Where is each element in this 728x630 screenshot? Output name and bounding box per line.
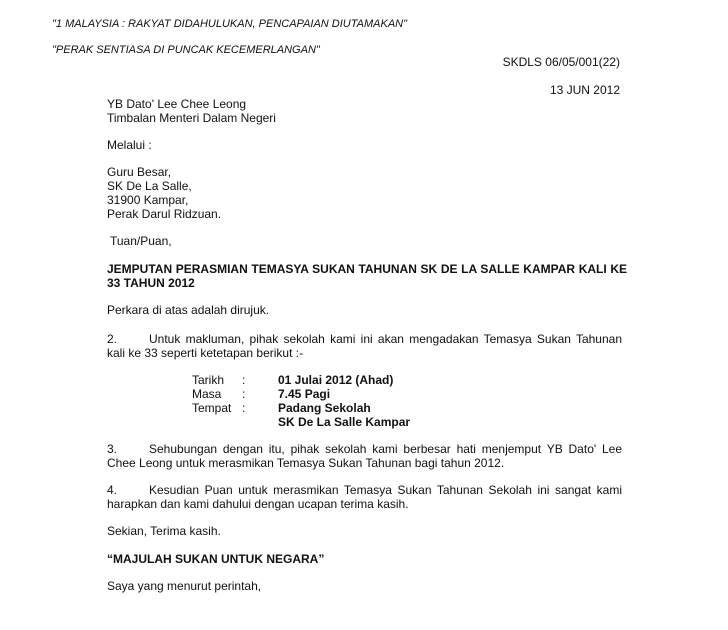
detail-row-date [192,373,592,387]
detail-label: Masa [192,387,222,401]
letter-date: 13 JUN 2012 [549,83,620,97]
recipient-title: Timbalan Menteri Dalam Negeri [107,111,276,125]
detail-value: Padang Sekolah [278,401,371,415]
motto: “MAJULAH SUKAN UNTUK NEGARA” [107,552,325,566]
letter-subject: JEMPUTAN PERASMIAN TEMASYA SUKAN TAHUNAN SK DE LA SALLE KAMPAR KALI KE 33 TAHUN 2012 [107,262,627,290]
salutation: Tuan/Puan, [110,234,172,248]
detail-colon: : [242,387,246,401]
via-line: SK De La Salle, [107,179,192,193]
paragraph-3 [107,442,622,470]
via-address [107,165,221,221]
reference-number: SKDLS 06/05/001(22) [502,55,620,69]
closing-line: Sekian, Terima kasih. [107,524,221,538]
recipient-block [107,97,276,125]
slogan-perak: "PERAK SENTIASA DI PUNCAK KECEMERLANGAN" [52,44,320,56]
detail-colon: : [242,401,246,415]
via-line: Perak Darul Ridzuan. [107,207,222,221]
detail-value: 01 Julai 2012 (Ahad) [278,373,394,387]
detail-label: Tarikh [192,373,225,387]
via-label: Melalui : [107,138,152,152]
paragraph-number: 4. [107,483,118,497]
detail-value: SK De La Salle Kampar [278,415,411,429]
paragraph-text: Untuk makluman, pihak sekolah kami ini akan mengadakan Temasya Sukan Tahunan kali ke 33 seperti ketetapan berikut :- [107,332,622,360]
paragraph-2 [107,332,622,360]
paragraph-4 [107,483,622,511]
detail-colon: : [242,373,246,387]
paragraph-text: Sehubungan dengan itu, pihak sekolah kami berbesar hati menjemput YB Dato' Lee Chee Leong untuk merasmikan Temasya Sukan Tahunan bagi tahun 2012. [107,442,622,470]
detail-row-venue [192,401,592,415]
via-line: 31900 Kampar, [107,193,189,207]
recipient-name: YB Dato' Lee Chee Leong [107,97,247,111]
detail-value: 7.45 Pagi [278,387,331,401]
sign-off: Saya yang menurut perintah, [107,579,262,593]
detail-row-venue-school [192,415,592,429]
slogan-1malaysia: "1 MALAYSIA : RAKYAT DIDAHULUKAN, PENCAPAIAN DIUTAMAKAN" [52,18,408,30]
detail-row-time [192,387,592,401]
paragraph-number: 3. [107,442,118,456]
via-line: Guru Besar, [107,165,172,179]
detail-label: Tempat [192,401,232,415]
intro-paragraph: Perkara di atas adalah dirujuk. [107,303,270,317]
paragraph-number: 2. [107,332,118,346]
paragraph-text: Kesudian Puan untuk merasmikan Temasya Sukan Tahunan Sekolah ini sangat kami harapkan dan kami dahului dengan ucapan terima kasih. [107,483,622,511]
